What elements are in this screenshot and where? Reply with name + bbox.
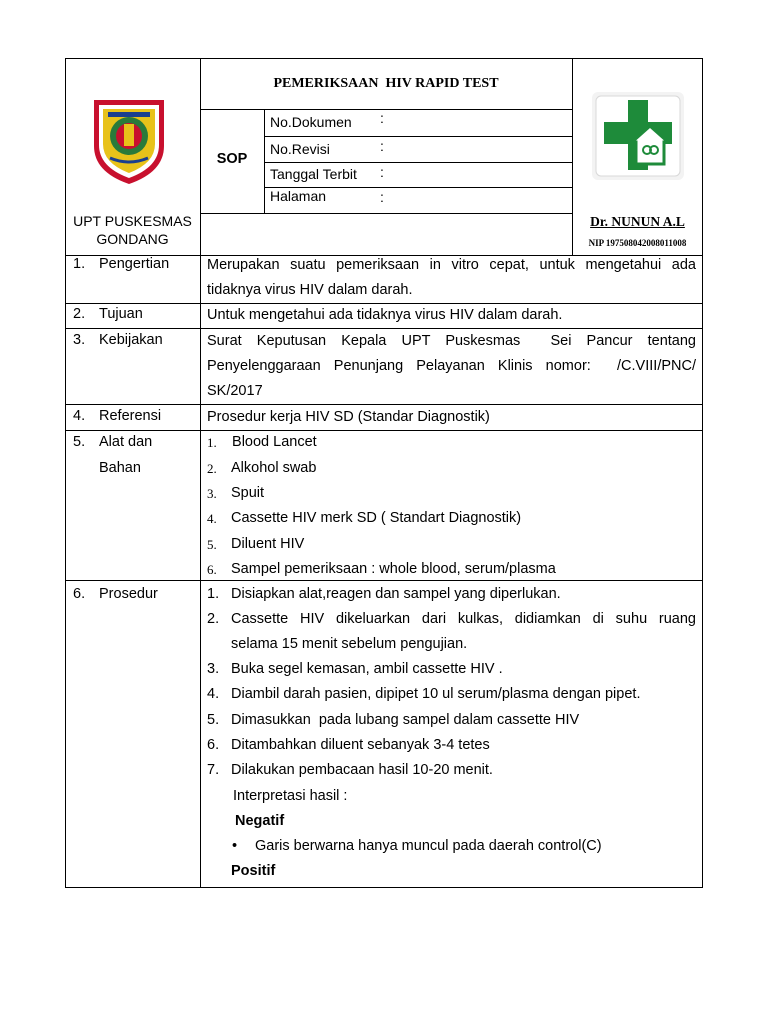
prosedur-step-num: 6. [207, 737, 220, 753]
prosedur-step-text: Disiapkan alat,reagen dan sampel yang diperlukan. [231, 586, 561, 602]
row-pengertian-line1: Merupakan suatu pemeriksaan in vitro cepat, untuk mengetahui ada [207, 257, 696, 273]
alat-item-num: 2. [207, 461, 217, 476]
prosedur-step-num: 2. [207, 611, 220, 627]
row-pengertian-num: 1. [73, 256, 86, 272]
field-halaman-sep: : [380, 189, 384, 205]
row-prosedur-label: Prosedur [99, 586, 158, 602]
positif-label: Positif [231, 863, 276, 879]
row-tujuan-label: Tujuan [99, 306, 143, 322]
prosedur-step-text: Dilakukan pembacaan hasil 10-20 menit. [231, 762, 493, 778]
alat-item-num: 3. [207, 486, 217, 501]
row-kebijakan-line3: SK/2017 [207, 383, 263, 399]
row-alat-label-line1: Alat dan [99, 434, 153, 450]
row-alat-num: 5. [73, 434, 86, 450]
row-kebijakan-label: Kebijakan [99, 332, 163, 348]
negatif-label: Negatif [235, 813, 285, 829]
regional-crest-logo [86, 94, 172, 186]
prosedur-step-num: 7. [207, 762, 220, 778]
interpretasi-heading: Interpretasi hasil : [233, 788, 348, 804]
sop-label: SOP [216, 151, 248, 167]
prosedur-step-text: Buka segel kemasan, ambil cassette HIV . [231, 661, 503, 677]
field-tanggal-terbit-sep: : [380, 164, 384, 180]
org-name-line2: GONDANG [96, 231, 169, 247]
field-no-dokumen-sep: : [380, 110, 384, 126]
alat-item-text: Blood Lancet [228, 434, 317, 450]
alat-item-num: 5. [207, 537, 217, 552]
puskesmas-logo [592, 92, 684, 180]
prosedur-step-text: Ditambahkan diluent sebanyak 3-4 tetes [231, 737, 490, 753]
row-referensi-label: Referensi [99, 408, 162, 424]
alat-item-num: 4. [207, 511, 217, 526]
row-pengertian-line2: tidaknya virus HIV dalam darah. [207, 282, 413, 298]
alat-item-text: Spuit [231, 485, 265, 501]
prosedur-step-num: 4. [207, 686, 220, 702]
row-alat-label-line2: Bahan [99, 460, 141, 476]
field-no-revisi-label: No.Revisi [270, 141, 330, 157]
alat-item-text: Diluent HIV [231, 536, 305, 552]
row-kebijakan-line1: Surat Keputusan Kepala UPT Puskesmas Sei Pancur tentang [207, 333, 696, 349]
signer-nip: NIP 197508042008011008 [588, 238, 687, 248]
alat-item-text: Sampel pemeriksaan : whole blood, serum/plasma [231, 561, 556, 577]
field-no-revisi-sep: : [380, 138, 384, 154]
prosedur-step-text: Dimasukkan pada lubang sampel dalam cassette HIV [231, 712, 580, 728]
row-tujuan-num: 2. [73, 306, 86, 322]
row-tujuan-text: Untuk mengetahui ada tidaknya virus HIV dalam darah. [207, 307, 563, 323]
prosedur-step-text-cont: selama 15 menit sebelum pengujian. [231, 636, 468, 652]
prosedur-step-num: 3. [207, 661, 220, 677]
field-tanggal-terbit-label: Tanggal Terbit [270, 166, 357, 182]
alat-item-text: Cassette HIV merk SD ( Standart Diagnostik) [231, 510, 522, 526]
alat-item-text: Alkohol swab [231, 460, 317, 476]
row-referensi-num: 4. [73, 408, 86, 424]
prosedur-step-text: Diambil darah pasien, dipipet 10 ul serum/plasma dengan pipet. [231, 686, 641, 702]
field-halaman-label: Halaman [270, 188, 327, 204]
prosedur-step-text: Cassette HIV dikeluarkan dari kulkas, didiamkan di suhu ruang [231, 611, 696, 627]
document-title: PEMERIKSAAN HIV RAPID TEST [273, 76, 499, 91]
row-referensi-text: Prosedur kerja HIV SD (Standar Diagnostik) [207, 409, 490, 425]
alat-item-num: 6. [207, 562, 217, 577]
negatif-text: Garis berwarna hanya muncul pada daerah control(C) [255, 838, 602, 854]
org-name-line1: UPT PUSKESMAS [73, 213, 192, 229]
prosedur-step-num: 5. [207, 712, 220, 728]
prosedur-step-num: 1. [207, 586, 220, 602]
signer-name: Dr. NUNUN A.L [590, 214, 685, 229]
row-pengertian-label: Pengertian [99, 256, 170, 272]
field-no-dokumen-label: No.Dokumen [270, 114, 352, 130]
negatif-bullet: • [232, 838, 238, 854]
row-kebijakan-line2: Penyelenggaraan Penunjang Pelayanan Klinis nomor: /C.VIII/PNC/ [207, 358, 696, 374]
row-prosedur-num: 6. [73, 586, 86, 602]
alat-item-num: 1. [207, 435, 217, 450]
row-kebijakan-num: 3. [73, 332, 86, 348]
